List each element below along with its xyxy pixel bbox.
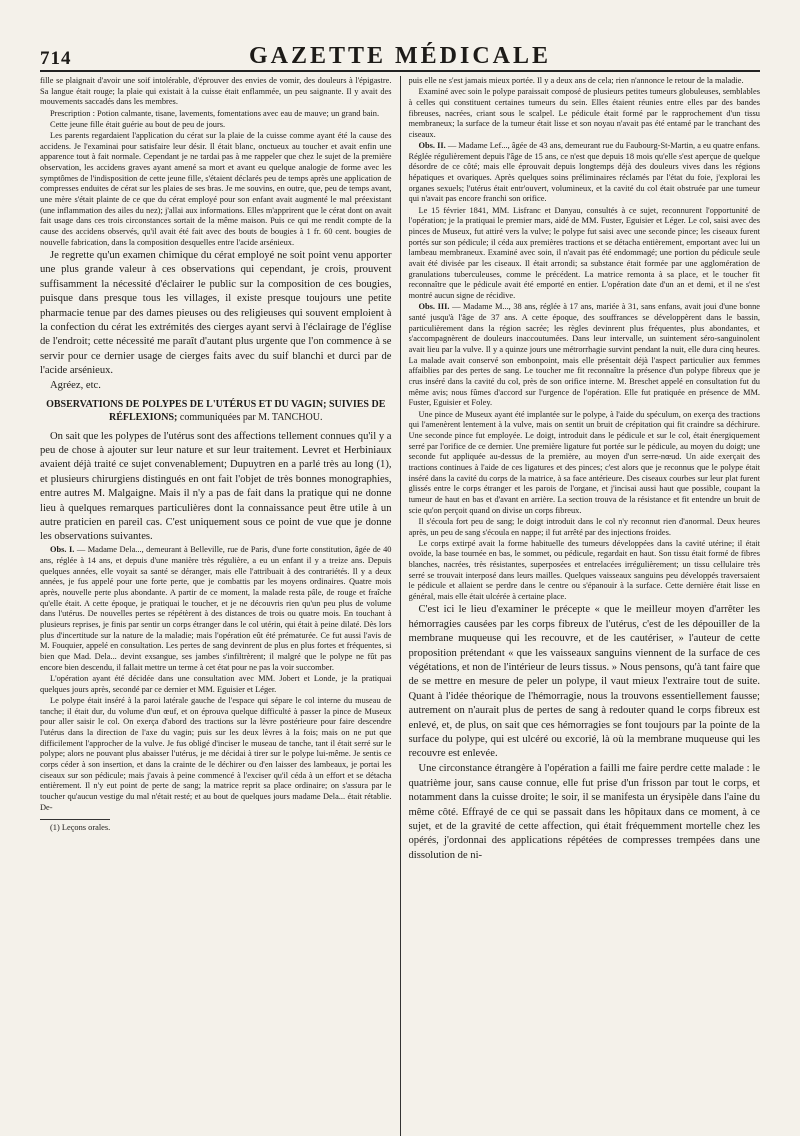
observation-text: — Madame Dela..., demeurant à Belleville, rue de Paris, d'une forte constitution, âgée de 40 ans, réglée à 14 ans, et depuis d'une manière très régulière, a eu un enfant il y a treize ans. Depuis quelques années, elle voyait sa santé se déranger, mais elle l'attribuait à des contrariétés. Il y a deux années, je fus appelé pour une forte perte, que je combattis par les moyens ordinaires. Quatre mois après, nouvelle perte plus abondante. A partir de ce moment, la malade resta pâle, de rouge et fraîche qu'elle était. A cette époque, je pratiquai le toucher, et je ne découvris rien qu'un peu plus de volume dans l'utérus. De nouvelles pertes se répétèrent à des distances de trois ou quatre mois. En touchant à plusieurs reprises, je finis par sentir un corps étranger dans le col utérin, qui était à peine dilaté. Dès lors plus d'incertitude sur la nature de la maladie; mais l'opération eût été prématurée. Ce fut aussi l'avis de M. Fouquier, appelé en consultation. Les pertes de sang devinrent de plus en plus fortes et fréquentes, si bien que Mad. Dela... devint exsangue, ses jambes s'infiltrèrent; il malgré que le polype ne fût pas encore bien descendu, il fallait mettre un terme à cet état pour ne pas la voir succomber. <box>40 545 392 672</box>
observation-label: Obs. I. <box>50 545 75 555</box>
section-title-text: OBSERVATIONS DE POLYPES DE L'UTÉRUS ET DU VAGIN; SUIVIES DE RÉFLEXIONS; <box>46 398 386 423</box>
paragraph: Le polype était inséré à la paroi latérale gauche de l'espace qui sépare le col interne du museau de tanche; il était dur, du volume d'un œuf, et on éprouva quelque difficulté à passer la pince de Museux pour aller saisir le col. On exerça d'abord des tractions sur la lèvre postérieure pour faire descendre l'utérus dans la direction de l'axe du vagin; puis sur les deux lèvres à la fois; mais on ne put que difficilement l'approcher de la vulve. Je fus obligé d'inciser le museau de tanche, tant il était serré sur le polype; alors ne pouvant plus abaisser l'utérus, je me décidai à tirer sur le polype lui-même. Je sentis ce corps céder à son insertion, et dans la crainte de le déchirer ou d'en laisser des lambeaux, je portai les ciseaux sur son pédicule; mais j'avais à peine commencé à l'exciser qu'il céda à un effort et se détacha entièrement. Il n'y eut point de perte de sang; la matrice reprit sa place ordinaire; on s'assura par le toucher qu'aucun vestige du mal n'était resté; et au bout de quelques jours madame Dela... était rétablie. De- <box>40 695 392 812</box>
paragraph: Cette jeune fille était guérie au bout de peu de jours. <box>50 119 226 129</box>
footnote-rule <box>40 819 110 820</box>
paragraph: puis elle ne s'est jamais mieux portée. Il y a deux ans de cela; rien n'annonce le retour de la maladie. <box>408 76 744 85</box>
observation-paragraph <box>409 302 761 409</box>
paragraph: Le corps extirpé avait la forme habituelle des tumeurs développées dans la cavité utérine; il était ovoïde, la base tournée en bas, le sommet, ou pédicule, regardait en haut. Son tissu était formé de fibres blanches, nacrées, très résistantes, superposées et entrelacées irrégulièrement; un tissu cellulaire très serré se trouvait interposé dans leurs mailles. Quelques vaisseaux sanguins peu développés traversaient le pédicule et allaient se perdre dans le centre ou s'épanouir à la surface. Cette dernière était lisse en général, mais elle était ulcérée à certaine place. <box>408 538 760 602</box>
page-number: 714 <box>40 48 72 69</box>
paragraph: fille se plaignait d'avoir une soif intolérable, d'éprouver des envies de vomir, des douleurs à l'épigastre. Sa langue était rouge; la plaie qui existait à la cuisse était enflammée, un peu saignante. Il y avait des mouvements saccadés dans les membres. <box>40 76 392 107</box>
section-author: communiquées par M. TANCHOU. <box>179 411 323 423</box>
column-divider <box>400 76 401 1136</box>
observation-text: — Madame M..., 38 ans, réglée à 17 ans, mariée à 31, sans enfans, avait joui d'une bonne santé jusqu'à l'âge de 37 ans. A cette époque, des souffrances se développèrent dans le bassin, particulièrement dans la région sacrée; les règles devinrent plus fréquentes, plus abondantes, et s'accompagnèrent de douleurs inaccoutumées. Dans leur intervalle, un suintement séro-sanguinolent avait lieu par la vulve. Il y a quinze jours une métrorrhagie survint pendant la nuit, elle dura cinq heures. La malade avait conservé son embonpoint, mais elle présentait déjà l'aspect particulier aux femmes affaiblies par des pertes de sang. Le toucher me fit reconnaître la présence d'un polype fibreux que je crus inséré dans la cavité du col, près de son orifice interne. M. Breschet appelé en consultation fut du même avis; nous fûmes d'accord sur l'urgence de l'opération. Elle fut pratiquée en présence de MM. Fuster, Eguisier et Foley. <box>408 302 760 408</box>
page-header <box>40 34 760 72</box>
paragraph: L'opération ayant été décidée dans une consultation avec MM. Jobert et Londe, je la pratiquai quelques jours après, secondé par ce dernier et MM. Eguisier et Léger. <box>40 673 392 694</box>
journal-title: GAZETTE MÉDICALE <box>248 43 552 69</box>
paragraph: Il s'écoula fort peu de sang; le doigt introduit dans le col n'y reconnut rien d'anormal. Deux heures après, un peu de sang s'écoula en nappe; il fut arrêté par des injections froides. <box>408 516 760 537</box>
observation-label: Obs. III. <box>418 302 450 312</box>
paragraph: Une circonstance étrangère à l'opération a failli me faire perdre cette malade : le quatrième jour, sans cause connue, elle fut prise d'un frisson par tout le corps, et notamment dans la cuisse droite; le soir, il se manifesta un érysipèle dans l'aine du même côté. Effrayé de ce qui se passait dans les hôpitaux dans ce moment, à ce sujet, et de la gravité de cette affection, qui était fréquemment mortelle chez les opérés, j'ordonnai des applications répétées de compresses trempées dans une dissolution de ni- <box>408 763 760 861</box>
two-column-body <box>40 76 760 1136</box>
paragraph: C'est ici le lieu d'examiner le précepte « que le meilleur moyen d'arrêter les hémorragies causées par les corps fibreux de l'utérus, c'est de les dépouiller de la membrane muqueuse qui les recouvre, et de les cautériser, » l'auteur de cette proposition prétendant « que les vaisseaux sanguins viennent de la surface de ces végétations, et non de l'intérieur de leurs tissus. » Nous pensons, qu'à tant faire que de se mettre en mesure de peler un polype, il vaut mieux l'extraire tout de suite. Quant à l'idée théorique de l'hémorragie, nous la trouvons essentiellement fausse; autrement on n'aurait plus de pertes de sang à redouter quand le corps fibreux est enlevé, et, de plus, on sait que ces hémorragies se font toujours par la pointe de la surface du polype, qui est ulcéré ou excorié, là où la membrane muqueuse qui les recouvre est enlevée. <box>408 604 760 760</box>
right-column <box>409 76 761 1136</box>
observation-paragraph <box>409 141 761 205</box>
section-title <box>40 398 392 424</box>
left-column <box>40 76 392 1136</box>
paragraph: Le 15 février 1841, MM. Lisfranc et Danyau, consultés à ce sujet, reconnurent l'opportunité de l'opération; je la pratiquai le premier mars, aidé de MM. Fuster, Eguisier et Léger. Le col, saisi avec des pinces de Museux, fut attiré vers la vulve; le polype fut saisi avec une seconde pince; les ciseaux furent portés sur son pédicule; il céda aux premières tractions et se détacha entièrement, emportant avec lui un lambeau membraneux. Examiné avec soin, il n'avait pas été endommagé; une portion du pédicule seule avait été divisée par les ciseaux. Il était arrondi; sa substance était formée par une agglomération de granulations tuberculeuses, comme le précédent. La matrice remonta à sa place, et le toucher fit reconnaître que le pédicule avait été emporté en entier. L'opération date d'un an et demi, et il ne s'est montré aucun signe de récidive. <box>408 205 760 301</box>
paragraph: Prescription : Potion calmante, tisane, lavements, fomentations avec eau de mauve; un grand bain. <box>50 108 380 118</box>
closing-line: Agréez, etc. <box>50 380 101 392</box>
paragraph: Une pince de Museux ayant été implantée sur le polype, à l'aide du spéculum, on exerça des tractions qui l'amenèrent lentement à la vulve, mais on sentit un bruit de crépitation qui fit craindre sa déchirure. Une seconde pince fut employée. Le doigt, introduit dans le pédicule et sur le col, était énergiquement serré par l'orifice de ce dernier. Une première ligature fut portée sur le pédicule, au moyen du doigt; une seconde fut appliquée au-dessus de la première, au moyen d'un serre-nœud. Un aide exerçait des tractions continues à l'aide de ces ligatures et des pinces; c'est alors que je reconnus que le polype était inséré dans la cavité du corps de la matrice, à sa face antérieure. Des ciseaux courbes sur leur plat furent glissés entre le corps étranger et les parois de l'organe, et j'incisai aussi haut que possible, coupant la tumeur de haut en bas et d'avant en arrière. La section trouva de la résistance et fit entendre un bruit de scie qu'on perçoit quand on divise un corps fibreux. <box>408 409 760 515</box>
observation-paragraph <box>40 545 392 673</box>
paragraph: Les parents regardaient l'application du cérat sur la plaie de la cuisse comme ayant été la cause des accidens. Je l'examinai pour satisfaire leur désir. Il était blanc, onctueux au toucher et avait enfin une apparence tout à fait normale. Cependant je ne tardai pas à me rappeler que chez le sujet de la première observation, les accidens graves ayant amené sa mort et avant eu quelque analogie de forme avec les symptômes de l'indisposition de cette jeune fille, s'étaient déclarés peu de temps après une application de compresses enduites de cérat sur les plaies de ses bras. Je me souvins, en outre, que, peu de temps avant, une mère s'était plainte de ce que du cérat employé pour son enfant avait augmenté le mal préexistant (une inflammation des ailes du nez); j'allai aux informations. Elles m'apprirent que le cérat dont on avait fait usage dans ces trois circonstances sortait de la même maison. Puis ce qui me rendit compte de la cause des accidens observés, qu'il avait été fait avec des bouts de bougies à 1 fr. 60 cent. bougies de nouvelle fabrication, dans la composition desquelles entre l'acide arsénieux. <box>40 131 392 247</box>
observation-label: Obs. II. <box>418 141 446 151</box>
paragraph: On sait que les polypes de l'utérus sont des affections tellement connues qu'il y a peu de chose à ajouter sur leur nature et sur leur traitement. Levret et Herbiniaux avaient déjà traité ce sujet convenablement; Dupuytren en a parlé très au long (1), et plusieurs chirurgiens distingués en ont fait l'objet de très bonnes monographies, entre autres M. Malgaigne. Mais il n'y a pas de fait dans la pratique qui ne donne lieu à quelques remarques particulières dont la connaissance peut être utile à un autre praticien en pareil cas. C'est uniquement sous ce point de vue que je donne les observations suivantes. <box>40 430 392 543</box>
paragraph: Examiné avec soin le polype paraissait composé de plusieurs petites tumeurs globuleuses, semblables à celles qui constituent certaines tumeurs du sein. Elles étaient réunies entre elles par des bandes fibreuses, nacrées, criant sous le scalpel. Le pédicule était formé par le rapprochement d'un tissu membraneux; la surface de la tumeur était lisse et son noyau n'avait pas été entamé par le tranchant des ciseaux. <box>408 87 760 139</box>
footnote: (1) Leçons orales. <box>50 823 111 833</box>
observation-text: — Madame Lef..., âgée de 43 ans, demeurant rue du Faubourg-St-Martin, a eu quatre enfans. Réglée régulièrement depuis l'âge de 15 ans, ce n'est que depuis 18 mois qu'elle s'est aperçue de quelque désordre de ce côté; mais elle éprouvait depuis longtemps déjà des douleurs vives dans les régions hépatiques et ovariques. Après quelques soins préliminaires réclamés par l'état du foie, j'explorai les organes sexuels; l'utérus était entr'ouvert, volumineux, et la cavité du col était obstruée par une tumeur qui n'avait pas encore franchi son orifice. <box>408 141 760 204</box>
paragraph: Je regrette qu'un examen chimique du cérat employé ne soit point venu apporter une plus grande valeur à ces observations qui cependant, je crois, prouvent suffisamment la nécessité d'éclairer le public sur la composition de ces bougies, puisque dans presque tous les villages, il existe presque toujours une petite pharmacie tenue par des dames pieuses ou des religieuses qui souvent emploient à la confection du cérat les extrémités des cierges ayant servi à l'éclairage de l'église de l'endroit; cette nécessité me paraît d'autant plus urgente que l'on commence à se servir pour ce dernier usage de cierges faits avec du suif blanchi et durci par de l'acide arsénieux. <box>40 249 392 377</box>
